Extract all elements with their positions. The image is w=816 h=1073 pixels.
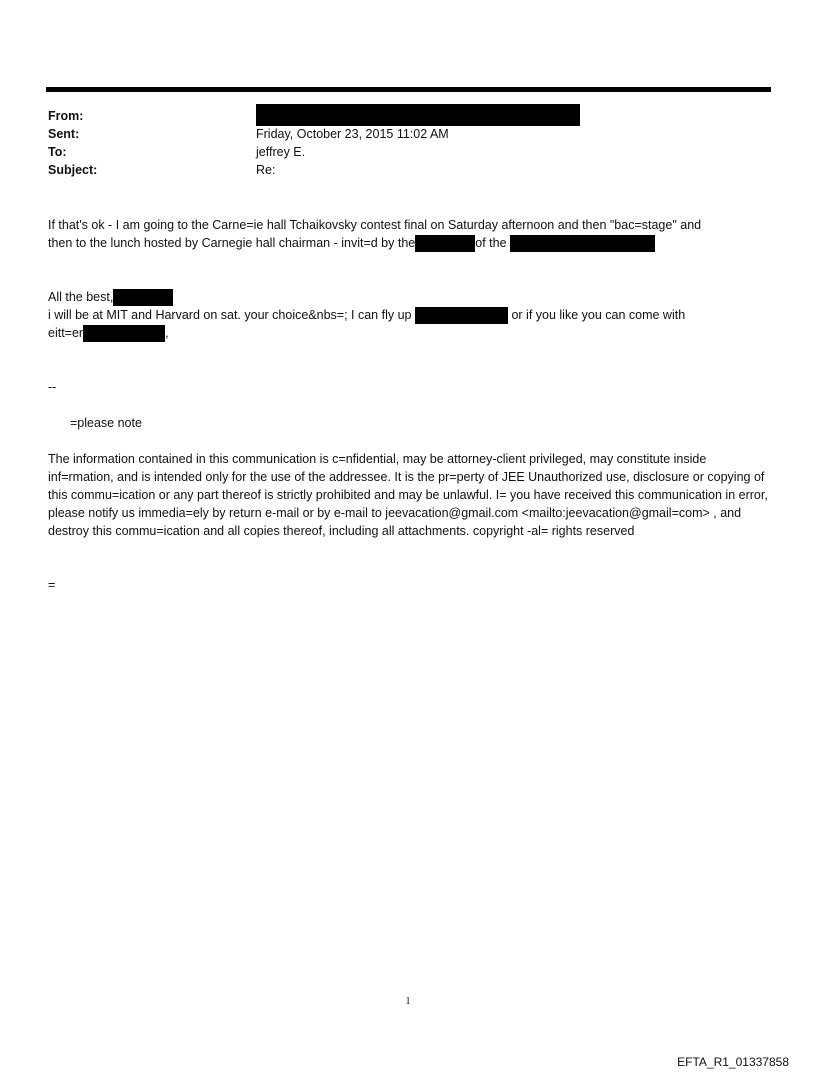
closing-line: All the best, (48, 288, 778, 306)
sent-value: Friday, October 23, 2015 11:02 AM (256, 127, 449, 141)
redaction-location (415, 307, 508, 324)
redaction-organization (510, 235, 655, 252)
header-rule (46, 87, 771, 92)
body-line-3: i will be at MIT and Harvard on sat. your choice&nbs=; I can fly up or if you like you can come with (48, 306, 778, 324)
redaction-signature (113, 289, 173, 306)
body-line-4: eitt=er , (48, 324, 778, 342)
subject-label: Subject: (48, 163, 98, 177)
please-note: =please note (70, 416, 142, 430)
sent-label: Sent: (48, 127, 80, 141)
body-line-1: If that's ok - I am going to the Carne=ie hall Tchaikovsky contest final on Saturday afternoon and then "bac=stage" and (48, 218, 702, 232)
page-number: 1 (405, 996, 411, 1007)
separator-dashes: -- (48, 380, 57, 394)
bates-number: EFTA_R1_01337858 (677, 1055, 789, 1069)
redaction-from (256, 104, 580, 126)
to-label: To: (48, 145, 67, 159)
body-line-2: then to the lunch hosted by Carnegie hall chairman - invit=d by the of the (48, 234, 778, 252)
to-value: jeffrey E. (256, 145, 306, 159)
subject-value: Re: (256, 163, 276, 177)
end-mark: = (48, 578, 56, 592)
redaction-name (83, 325, 165, 342)
disclaimer-paragraph: The information contained in this communication is c=nfidential, may be attorney-client privileged, may constitute inside inf=rmation, and is intended only for the use of the addressee. It is the pr=perty of JEE Unauthorized use, disclosure or copying of this commu=ication or any part thereof is strictly prohibited and may be unlawful. I= you have received this communication in error, please notify us immedia=ely by return e-mail or by e-mail to jeevacation@gmail.com <mailto:jeevacation@gmail=com> , and destroy this commu=ication and all copies thereof, including all attachments. copyright -al= rights reserved (48, 452, 768, 538)
from-label: From: (48, 109, 84, 123)
redaction-title (415, 235, 475, 252)
